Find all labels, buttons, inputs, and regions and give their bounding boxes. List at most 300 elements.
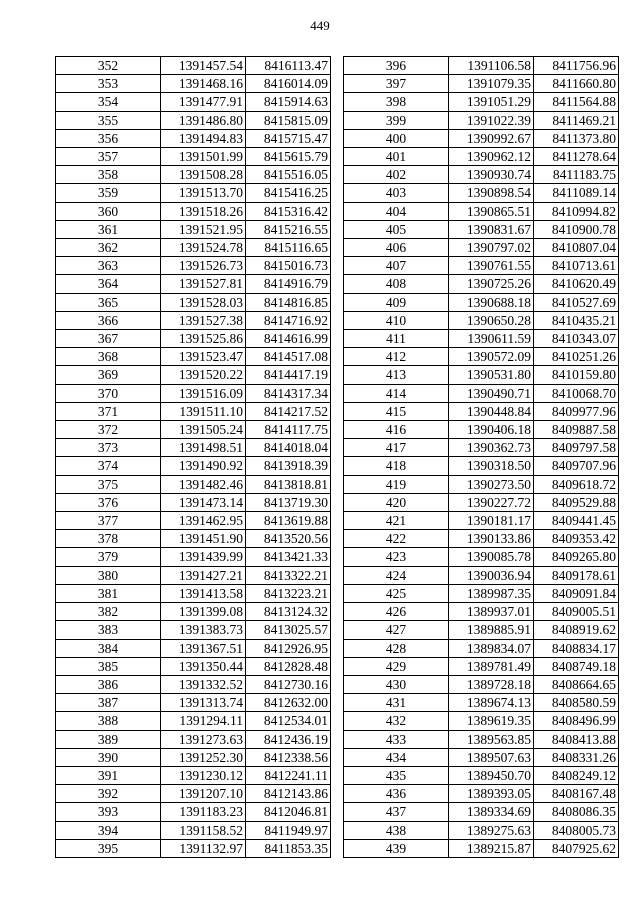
table-row — [344, 603, 619, 621]
point-number-cell: 365 — [56, 293, 161, 311]
point-number-cell: 412 — [344, 348, 449, 366]
x-coordinate-cell: 1390273.50 — [449, 475, 534, 493]
y-coordinate-cell: 8408005.73 — [534, 821, 619, 839]
y-coordinate-cell: 8412828.48 — [246, 657, 331, 675]
y-coordinate-cell: 8409353.42 — [534, 530, 619, 548]
point-number-cell: 427 — [344, 621, 449, 639]
table-row — [56, 330, 331, 348]
table-row — [56, 566, 331, 584]
x-coordinate-cell: 1391079.35 — [449, 75, 534, 93]
table-row — [56, 675, 331, 693]
x-coordinate-cell: 1391350.44 — [161, 657, 246, 675]
x-coordinate-cell: 1391051.29 — [449, 93, 534, 111]
point-number-cell: 425 — [344, 584, 449, 602]
point-number-cell: 393 — [56, 803, 161, 821]
table-row — [56, 639, 331, 657]
x-coordinate-cell: 1389987.35 — [449, 584, 534, 602]
table-row — [56, 129, 331, 147]
x-coordinate-cell: 1391294.11 — [161, 712, 246, 730]
point-number-cell: 426 — [344, 603, 449, 621]
x-coordinate-cell: 1391511.10 — [161, 402, 246, 420]
point-number-cell: 373 — [56, 439, 161, 457]
y-coordinate-cell: 8409441.45 — [534, 512, 619, 530]
y-coordinate-cell: 8408413.88 — [534, 730, 619, 748]
table-row — [344, 512, 619, 530]
x-coordinate-cell: 1389507.63 — [449, 748, 534, 766]
point-number-cell: 367 — [56, 330, 161, 348]
y-coordinate-cell: 8409618.72 — [534, 475, 619, 493]
y-coordinate-cell: 8412241.11 — [246, 766, 331, 784]
y-coordinate-cell: 8414616.99 — [246, 330, 331, 348]
point-number-cell: 366 — [56, 311, 161, 329]
x-coordinate-cell: 1391482.46 — [161, 475, 246, 493]
point-number-cell: 368 — [56, 348, 161, 366]
x-coordinate-cell: 1391473.14 — [161, 493, 246, 511]
point-number-cell: 379 — [56, 548, 161, 566]
point-number-cell: 355 — [56, 111, 161, 129]
point-number-cell: 433 — [344, 730, 449, 748]
point-number-cell: 430 — [344, 675, 449, 693]
x-coordinate-cell: 1391439.99 — [161, 548, 246, 566]
point-number-cell: 384 — [56, 639, 161, 657]
x-coordinate-cell: 1389619.35 — [449, 712, 534, 730]
x-coordinate-cell: 1391520.22 — [161, 366, 246, 384]
table-row — [56, 621, 331, 639]
table-row — [344, 675, 619, 693]
table-row — [344, 803, 619, 821]
table-row — [344, 421, 619, 439]
table-row — [56, 57, 331, 75]
y-coordinate-cell: 8411756.96 — [534, 57, 619, 75]
point-number-cell: 383 — [56, 621, 161, 639]
table-row — [344, 384, 619, 402]
table-row — [344, 275, 619, 293]
y-coordinate-cell: 8410068.70 — [534, 384, 619, 402]
table-row — [56, 803, 331, 821]
x-coordinate-cell: 1391486.80 — [161, 111, 246, 129]
table-row — [344, 220, 619, 238]
x-coordinate-cell: 1391022.39 — [449, 111, 534, 129]
point-number-cell: 360 — [56, 202, 161, 220]
x-coordinate-cell: 1390181.17 — [449, 512, 534, 530]
x-coordinate-cell: 1391273.63 — [161, 730, 246, 748]
y-coordinate-cell: 8410994.82 — [534, 202, 619, 220]
point-number-cell: 382 — [56, 603, 161, 621]
table-row — [56, 148, 331, 166]
point-number-cell: 390 — [56, 748, 161, 766]
point-number-cell: 361 — [56, 220, 161, 238]
point-number-cell: 363 — [56, 257, 161, 275]
x-coordinate-cell: 1391230.12 — [161, 766, 246, 784]
table-row — [56, 257, 331, 275]
table-row — [344, 184, 619, 202]
y-coordinate-cell: 8409265.80 — [534, 548, 619, 566]
point-number-cell: 414 — [344, 384, 449, 402]
y-coordinate-cell: 8412338.56 — [246, 748, 331, 766]
table-row — [56, 457, 331, 475]
y-coordinate-cell: 8409091.84 — [534, 584, 619, 602]
x-coordinate-cell: 1391207.10 — [161, 785, 246, 803]
y-coordinate-cell: 8411660.80 — [534, 75, 619, 93]
table-row — [344, 148, 619, 166]
coordinates-table-right — [343, 56, 619, 858]
y-coordinate-cell: 8410527.69 — [534, 293, 619, 311]
x-coordinate-cell: 1390406.18 — [449, 421, 534, 439]
point-number-cell: 356 — [56, 129, 161, 147]
y-coordinate-cell: 8413421.33 — [246, 548, 331, 566]
x-coordinate-cell: 1390572.09 — [449, 348, 534, 366]
point-number-cell: 429 — [344, 657, 449, 675]
point-number-cell: 402 — [344, 166, 449, 184]
table-row — [56, 348, 331, 366]
x-coordinate-cell: 1390831.67 — [449, 220, 534, 238]
x-coordinate-cell: 1389728.18 — [449, 675, 534, 693]
point-number-cell: 439 — [344, 839, 449, 857]
table-row — [344, 530, 619, 548]
y-coordinate-cell: 8409707.96 — [534, 457, 619, 475]
table-row — [344, 694, 619, 712]
x-coordinate-cell: 1389393.05 — [449, 785, 534, 803]
point-number-cell: 409 — [344, 293, 449, 311]
y-coordinate-cell: 8410251.26 — [534, 348, 619, 366]
x-coordinate-cell: 1389275.63 — [449, 821, 534, 839]
y-coordinate-cell: 8415815.09 — [246, 111, 331, 129]
x-coordinate-cell: 1391490.92 — [161, 457, 246, 475]
y-coordinate-cell: 8414417.19 — [246, 366, 331, 384]
x-coordinate-cell: 1391528.03 — [161, 293, 246, 311]
x-coordinate-cell: 1391132.97 — [161, 839, 246, 857]
table-row — [56, 785, 331, 803]
table-row — [56, 603, 331, 621]
point-number-cell: 397 — [344, 75, 449, 93]
table-row — [56, 384, 331, 402]
table-row — [56, 275, 331, 293]
x-coordinate-cell: 1391468.16 — [161, 75, 246, 93]
y-coordinate-cell: 8415416.25 — [246, 184, 331, 202]
y-coordinate-cell: 8412926.95 — [246, 639, 331, 657]
table-row — [344, 475, 619, 493]
table-row — [344, 439, 619, 457]
y-coordinate-cell: 8414018.04 — [246, 439, 331, 457]
y-coordinate-cell: 8414517.08 — [246, 348, 331, 366]
y-coordinate-cell: 8410435.21 — [534, 311, 619, 329]
point-number-cell: 369 — [56, 366, 161, 384]
point-number-cell: 413 — [344, 366, 449, 384]
table-row — [56, 111, 331, 129]
table-row — [344, 239, 619, 257]
x-coordinate-cell: 1391523.47 — [161, 348, 246, 366]
x-coordinate-cell: 1391524.78 — [161, 239, 246, 257]
table-row — [344, 785, 619, 803]
point-number-cell: 434 — [344, 748, 449, 766]
y-coordinate-cell: 8408331.26 — [534, 748, 619, 766]
table-row — [56, 530, 331, 548]
y-coordinate-cell: 8410713.61 — [534, 257, 619, 275]
y-coordinate-cell: 8410807.04 — [534, 239, 619, 257]
table-row — [344, 57, 619, 75]
point-number-cell: 437 — [344, 803, 449, 821]
y-coordinate-cell: 8413818.81 — [246, 475, 331, 493]
x-coordinate-cell: 1389885.91 — [449, 621, 534, 639]
y-coordinate-cell: 8413223.21 — [246, 584, 331, 602]
x-coordinate-cell: 1390133.86 — [449, 530, 534, 548]
y-coordinate-cell: 8414816.85 — [246, 293, 331, 311]
point-number-cell: 421 — [344, 512, 449, 530]
point-number-cell: 395 — [56, 839, 161, 857]
y-coordinate-cell: 8408496.99 — [534, 712, 619, 730]
table-row — [56, 184, 331, 202]
y-coordinate-cell: 8412534.01 — [246, 712, 331, 730]
table-row — [344, 493, 619, 511]
x-coordinate-cell: 1390650.28 — [449, 311, 534, 329]
point-number-cell: 372 — [56, 421, 161, 439]
x-coordinate-cell: 1390531.80 — [449, 366, 534, 384]
table-row — [56, 311, 331, 329]
point-number-cell: 422 — [344, 530, 449, 548]
y-coordinate-cell: 8415715.47 — [246, 129, 331, 147]
coordinates-table-left — [55, 56, 331, 858]
y-coordinate-cell: 8414716.92 — [246, 311, 331, 329]
table-row — [344, 548, 619, 566]
table-row — [56, 512, 331, 530]
x-coordinate-cell: 1390992.67 — [449, 129, 534, 147]
table-row — [56, 220, 331, 238]
y-coordinate-cell: 8409005.51 — [534, 603, 619, 621]
y-coordinate-cell: 8414317.34 — [246, 384, 331, 402]
x-coordinate-cell: 1389450.70 — [449, 766, 534, 784]
point-number-cell: 353 — [56, 75, 161, 93]
y-coordinate-cell: 8408249.12 — [534, 766, 619, 784]
point-number-cell: 364 — [56, 275, 161, 293]
table-row — [56, 239, 331, 257]
point-number-cell: 432 — [344, 712, 449, 730]
point-number-cell: 418 — [344, 457, 449, 475]
x-coordinate-cell: 1391513.70 — [161, 184, 246, 202]
point-number-cell: 388 — [56, 712, 161, 730]
point-number-cell: 405 — [344, 220, 449, 238]
table-row — [344, 366, 619, 384]
x-coordinate-cell: 1389674.13 — [449, 694, 534, 712]
table-row — [56, 475, 331, 493]
x-coordinate-cell: 1390725.26 — [449, 275, 534, 293]
y-coordinate-cell: 8413520.56 — [246, 530, 331, 548]
x-coordinate-cell: 1389563.85 — [449, 730, 534, 748]
y-coordinate-cell: 8410620.49 — [534, 275, 619, 293]
y-coordinate-cell: 8409178.61 — [534, 566, 619, 584]
x-coordinate-cell: 1391183.23 — [161, 803, 246, 821]
y-coordinate-cell: 8412046.81 — [246, 803, 331, 821]
x-coordinate-cell: 1391252.30 — [161, 748, 246, 766]
y-coordinate-cell: 8412632.00 — [246, 694, 331, 712]
x-coordinate-cell: 1391427.21 — [161, 566, 246, 584]
point-number-cell: 354 — [56, 93, 161, 111]
point-number-cell: 423 — [344, 548, 449, 566]
y-coordinate-cell: 8415016.73 — [246, 257, 331, 275]
point-number-cell: 407 — [344, 257, 449, 275]
x-coordinate-cell: 1390962.12 — [449, 148, 534, 166]
y-coordinate-cell: 8407925.62 — [534, 839, 619, 857]
table-row — [56, 202, 331, 220]
table-row — [344, 293, 619, 311]
x-coordinate-cell: 1391521.95 — [161, 220, 246, 238]
x-coordinate-cell: 1391518.26 — [161, 202, 246, 220]
point-number-cell: 438 — [344, 821, 449, 839]
y-coordinate-cell: 8412143.86 — [246, 785, 331, 803]
point-number-cell: 399 — [344, 111, 449, 129]
y-coordinate-cell: 8410343.07 — [534, 330, 619, 348]
table-row — [344, 402, 619, 420]
point-number-cell: 381 — [56, 584, 161, 602]
y-coordinate-cell: 8411278.64 — [534, 148, 619, 166]
y-coordinate-cell: 8411564.88 — [534, 93, 619, 111]
y-coordinate-cell: 8412730.16 — [246, 675, 331, 693]
y-coordinate-cell: 8408749.18 — [534, 657, 619, 675]
y-coordinate-cell: 8408664.65 — [534, 675, 619, 693]
x-coordinate-cell: 1391106.58 — [449, 57, 534, 75]
x-coordinate-cell: 1390930.74 — [449, 166, 534, 184]
table-row — [344, 348, 619, 366]
x-coordinate-cell: 1390085.78 — [449, 548, 534, 566]
table-row — [344, 748, 619, 766]
table-row — [344, 166, 619, 184]
point-number-cell: 357 — [56, 148, 161, 166]
point-number-cell: 376 — [56, 493, 161, 511]
y-coordinate-cell: 8414916.79 — [246, 275, 331, 293]
y-coordinate-cell: 8409797.58 — [534, 439, 619, 457]
table-row — [56, 366, 331, 384]
point-number-cell: 420 — [344, 493, 449, 511]
y-coordinate-cell: 8413719.30 — [246, 493, 331, 511]
table-row — [344, 330, 619, 348]
table-row — [344, 93, 619, 111]
x-coordinate-cell: 1391367.51 — [161, 639, 246, 657]
table-row — [56, 748, 331, 766]
y-coordinate-cell: 8415316.42 — [246, 202, 331, 220]
x-coordinate-cell: 1391462.95 — [161, 512, 246, 530]
y-coordinate-cell: 8415615.79 — [246, 148, 331, 166]
y-coordinate-cell: 8409529.88 — [534, 493, 619, 511]
table-row — [344, 839, 619, 857]
point-number-cell: 415 — [344, 402, 449, 420]
y-coordinate-cell: 8411949.97 — [246, 821, 331, 839]
point-number-cell: 394 — [56, 821, 161, 839]
table-row — [56, 821, 331, 839]
y-coordinate-cell: 8411183.75 — [534, 166, 619, 184]
point-number-cell: 436 — [344, 785, 449, 803]
point-number-cell: 411 — [344, 330, 449, 348]
x-coordinate-cell: 1391525.86 — [161, 330, 246, 348]
x-coordinate-cell: 1390362.73 — [449, 439, 534, 457]
y-coordinate-cell: 8416113.47 — [246, 57, 331, 75]
point-number-cell: 371 — [56, 402, 161, 420]
point-number-cell: 378 — [56, 530, 161, 548]
point-number-cell: 352 — [56, 57, 161, 75]
table-row — [344, 712, 619, 730]
x-coordinate-cell: 1390227.72 — [449, 493, 534, 511]
table-row — [56, 293, 331, 311]
y-coordinate-cell: 8408919.62 — [534, 621, 619, 639]
table-row — [344, 766, 619, 784]
x-coordinate-cell: 1391413.58 — [161, 584, 246, 602]
table-row — [56, 657, 331, 675]
point-number-cell: 406 — [344, 239, 449, 257]
table-row — [56, 493, 331, 511]
table-row — [56, 584, 331, 602]
y-coordinate-cell: 8415516.05 — [246, 166, 331, 184]
y-coordinate-cell: 8408167.48 — [534, 785, 619, 803]
point-number-cell: 362 — [56, 239, 161, 257]
x-coordinate-cell: 1390318.50 — [449, 457, 534, 475]
table-row — [56, 421, 331, 439]
y-coordinate-cell: 8408086.35 — [534, 803, 619, 821]
y-coordinate-cell: 8415914.63 — [246, 93, 331, 111]
point-number-cell: 431 — [344, 694, 449, 712]
point-number-cell: 424 — [344, 566, 449, 584]
y-coordinate-cell: 8409887.58 — [534, 421, 619, 439]
y-coordinate-cell: 8413619.88 — [246, 512, 331, 530]
point-number-cell: 428 — [344, 639, 449, 657]
y-coordinate-cell: 8415116.65 — [246, 239, 331, 257]
y-coordinate-cell: 8409977.96 — [534, 402, 619, 420]
table-row — [56, 694, 331, 712]
table-row — [56, 548, 331, 566]
y-coordinate-cell: 8411853.35 — [246, 839, 331, 857]
y-coordinate-cell: 8415216.55 — [246, 220, 331, 238]
x-coordinate-cell: 1391526.73 — [161, 257, 246, 275]
point-number-cell: 417 — [344, 439, 449, 457]
table-row — [344, 129, 619, 147]
x-coordinate-cell: 1391158.52 — [161, 821, 246, 839]
x-coordinate-cell: 1390797.02 — [449, 239, 534, 257]
table-row — [344, 566, 619, 584]
y-coordinate-cell: 8413025.57 — [246, 621, 331, 639]
x-coordinate-cell: 1390448.84 — [449, 402, 534, 420]
y-coordinate-cell: 8413124.32 — [246, 603, 331, 621]
table-row — [56, 75, 331, 93]
x-coordinate-cell: 1390688.18 — [449, 293, 534, 311]
x-coordinate-cell: 1389215.87 — [449, 839, 534, 857]
x-coordinate-cell: 1390611.59 — [449, 330, 534, 348]
x-coordinate-cell: 1391494.83 — [161, 129, 246, 147]
point-number-cell: 358 — [56, 166, 161, 184]
x-coordinate-cell: 1391501.99 — [161, 148, 246, 166]
point-number-cell: 377 — [56, 512, 161, 530]
y-coordinate-cell: 8408834.17 — [534, 639, 619, 657]
x-coordinate-cell: 1391313.74 — [161, 694, 246, 712]
y-coordinate-cell: 8410159.80 — [534, 366, 619, 384]
x-coordinate-cell: 1389834.07 — [449, 639, 534, 657]
y-coordinate-cell: 8416014.09 — [246, 75, 331, 93]
table-row — [56, 166, 331, 184]
table-row — [56, 712, 331, 730]
point-number-cell: 408 — [344, 275, 449, 293]
x-coordinate-cell: 1391399.08 — [161, 603, 246, 621]
point-number-cell: 404 — [344, 202, 449, 220]
table-row — [344, 639, 619, 657]
x-coordinate-cell: 1389334.69 — [449, 803, 534, 821]
point-number-cell: 392 — [56, 785, 161, 803]
x-coordinate-cell: 1391477.91 — [161, 93, 246, 111]
table-row — [344, 657, 619, 675]
point-number-cell: 391 — [56, 766, 161, 784]
table-row — [56, 402, 331, 420]
x-coordinate-cell: 1390490.71 — [449, 384, 534, 402]
point-number-cell: 401 — [344, 148, 449, 166]
point-number-cell: 403 — [344, 184, 449, 202]
table-row — [344, 257, 619, 275]
x-coordinate-cell: 1390865.51 — [449, 202, 534, 220]
x-coordinate-cell: 1391498.51 — [161, 439, 246, 457]
